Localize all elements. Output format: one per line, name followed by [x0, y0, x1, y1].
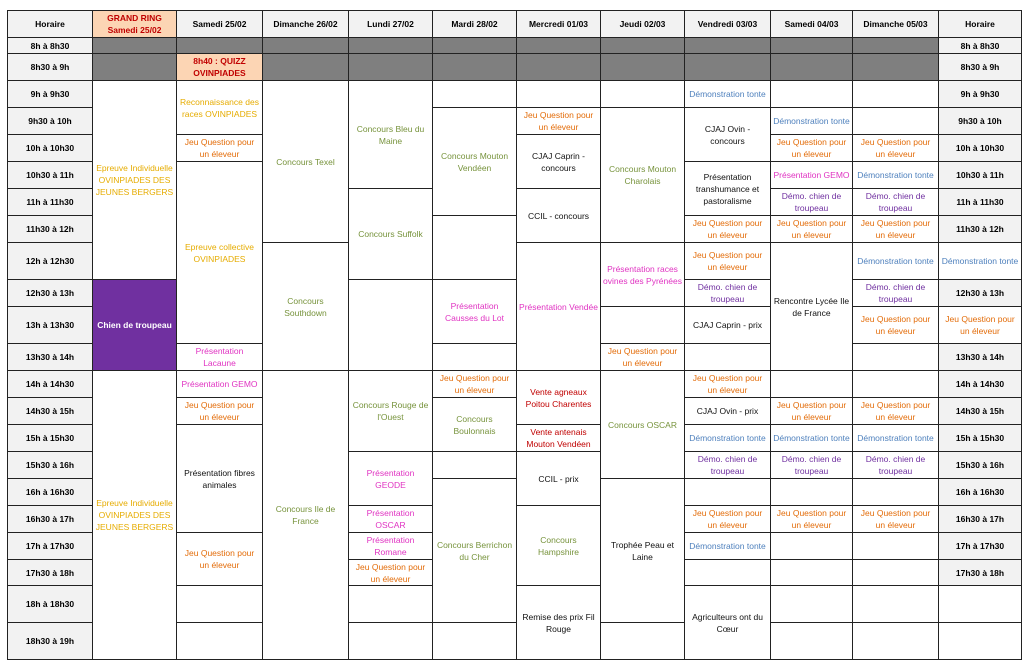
event-cell: Concours OSCAR	[601, 371, 685, 479]
time-label: 15h à 15h30	[8, 425, 93, 452]
time-label: 12h30 à 13h	[8, 280, 93, 307]
event-cell: Jeu Question pour un éleveur	[771, 398, 853, 425]
empty-slot	[685, 344, 771, 371]
event-cell: Epreuve collective OVINPIADES	[177, 162, 263, 344]
header-horaire-right: Horaire	[939, 11, 1022, 38]
closed-slot	[517, 38, 601, 54]
time-label: 12h30 à 13h	[939, 280, 1022, 307]
empty-slot	[685, 560, 771, 586]
header-horaire: Horaire	[8, 11, 93, 38]
time-label: 12h à 12h30	[8, 243, 93, 280]
event-cell: Démo. chien de troupeau	[771, 452, 853, 479]
empty-slot	[685, 479, 771, 506]
empty-slot	[853, 81, 939, 108]
event-cell: Jeu Question pour un éleveur	[853, 307, 939, 344]
closed-slot	[433, 38, 517, 54]
time-label: 11h30 à 12h	[939, 216, 1022, 243]
time-label: 17h30 à 18h	[939, 560, 1022, 586]
header-row	[8, 11, 1022, 38]
event-cell: Epreuve Individuelle OVINPIADES DES JEUNES BERGERS	[93, 371, 177, 660]
event-cell: Démonstration tonte	[853, 243, 939, 280]
closed-slot	[601, 38, 685, 54]
event-cell: Démonstration tonte	[853, 162, 939, 189]
event-cell: Jeu Question pour un éleveur	[685, 216, 771, 243]
time-label: 14h à 14h30	[8, 371, 93, 398]
header-lundi-27: Lundi 27/02	[349, 11, 433, 38]
header-samedi-25: Samedi 25/02	[177, 11, 263, 38]
event-cell: Chien de troupeau	[93, 280, 177, 371]
schedule-table	[7, 10, 1022, 660]
event-cell: Présentation GEODE	[349, 452, 433, 506]
time-label: 10h à 10h30	[939, 135, 1022, 162]
event-cell: Concours Ile de France	[263, 371, 349, 660]
time-label: 15h30 à 16h	[939, 452, 1022, 479]
header-dimanche-05: Dimanche 05/03	[853, 11, 939, 38]
closed-slot	[93, 38, 177, 54]
time-label: 14h à 14h30	[939, 371, 1022, 398]
time-label: 14h30 à 15h	[8, 398, 93, 425]
event-cell: Vente agneaux Poitou Charentes	[517, 371, 601, 425]
event-cell: CJAJ Caprin - concours	[517, 135, 601, 189]
empty-slot	[771, 560, 853, 586]
empty-slot	[349, 280, 433, 371]
header-jeudi-02: Jeudi 02/03	[601, 11, 685, 38]
empty-slot	[853, 533, 939, 560]
event-cell: Concours Suffolk	[349, 189, 433, 280]
time-label: 13h à 13h30	[8, 307, 93, 344]
closed-slot	[685, 54, 771, 81]
empty-slot	[601, 81, 685, 108]
event-cell: Jeu Question pour un éleveur	[349, 560, 433, 586]
empty-slot	[939, 586, 1022, 623]
empty-slot	[177, 586, 263, 623]
closed-slot	[853, 54, 939, 81]
empty-slot	[853, 344, 939, 371]
time-label: 8h30 à 9h	[939, 54, 1022, 81]
empty-slot	[433, 81, 517, 108]
time-label: 8h à 8h30	[8, 38, 93, 54]
time-label: 18h30 à 19h	[8, 623, 93, 660]
event-cell: Jeu Question pour un éleveur	[853, 398, 939, 425]
event-cell: Présentation GEMO	[771, 162, 853, 189]
time-label: 13h30 à 14h	[8, 344, 93, 371]
event-cell: Jeu Question pour un éleveur	[853, 216, 939, 243]
closed-slot	[177, 38, 263, 54]
empty-slot	[939, 623, 1022, 660]
event-cell: Démo. chien de troupeau	[685, 452, 771, 479]
empty-slot	[853, 586, 939, 623]
closed-slot	[517, 54, 601, 81]
event-cell: Reconnaissance des races OVINPIADES	[177, 81, 263, 135]
event-cell: Démonstration tonte	[685, 533, 771, 560]
empty-slot	[853, 479, 939, 506]
time-label: 16h30 à 17h	[939, 506, 1022, 533]
empty-slot	[601, 623, 685, 660]
time-label: 16h30 à 17h	[8, 506, 93, 533]
empty-slot	[853, 560, 939, 586]
event-cell: Jeu Question pour un éleveur	[771, 216, 853, 243]
empty-slot	[771, 371, 853, 398]
time-label: 8h30 à 9h	[8, 54, 93, 81]
time-label: 9h30 à 10h	[939, 108, 1022, 135]
event-cell: Jeu Question pour un éleveur	[853, 506, 939, 533]
empty-slot	[771, 586, 853, 623]
header-dimanche-26: Dimanche 26/02	[263, 11, 349, 38]
empty-slot	[601, 307, 685, 344]
event-cell: CJAJ Ovin - concours	[685, 108, 771, 162]
event-cell: Jeu Question pour un éleveur	[771, 506, 853, 533]
time-label: 10h30 à 11h	[939, 162, 1022, 189]
event-cell: Vente antenais Mouton Vendéen	[517, 425, 601, 452]
event-cell: CCIL - concours	[517, 189, 601, 243]
event-cell: Jeu Question pour un éleveur	[853, 135, 939, 162]
table-row	[8, 81, 1022, 108]
closed-slot	[349, 38, 433, 54]
table-row	[8, 38, 1022, 54]
table-row	[8, 54, 1022, 81]
event-quizz: 8h40 : QUIZZ OVINPIADES	[177, 54, 263, 81]
closed-slot	[93, 54, 177, 81]
empty-slot	[853, 623, 939, 660]
event-cell: Trophée Peau et Laine	[601, 479, 685, 623]
event-cell: Démonstration tonte	[853, 425, 939, 452]
empty-slot	[853, 108, 939, 135]
time-label: 17h à 17h30	[8, 533, 93, 560]
event-cell: Démo. chien de troupeau	[853, 189, 939, 216]
event-cell: Concours Mouton Vendéen	[433, 108, 517, 216]
closed-slot	[349, 54, 433, 81]
event-cell: Présentation OSCAR	[349, 506, 433, 533]
time-label: 10h à 10h30	[8, 135, 93, 162]
time-label: 14h30 à 15h	[939, 398, 1022, 425]
header-mardi-28: Mardi 28/02	[433, 11, 517, 38]
closed-slot	[433, 54, 517, 81]
closed-slot	[853, 38, 939, 54]
table-row	[8, 280, 1022, 307]
header-mercredi-01: Mercredi 01/03	[517, 11, 601, 38]
event-cell: Présentation transhumance et pastoralisme	[685, 162, 771, 216]
table-row	[8, 371, 1022, 398]
event-cell: Démonstration tonte	[685, 81, 771, 108]
event-cell: Jeu Question pour un éleveur	[939, 307, 1022, 344]
event-cell: Démonstration tonte	[685, 425, 771, 452]
event-cell: Concours Mouton Charolais	[601, 108, 685, 243]
time-label: 18h à 18h30	[8, 586, 93, 623]
event-cell: Démo. chien de troupeau	[771, 189, 853, 216]
event-cell: Présentation Romane	[349, 533, 433, 560]
event-cell: Concours Southdown	[263, 243, 349, 371]
event-cell: Présentation races ovines des Pyrénées	[601, 243, 685, 307]
time-label: 17h30 à 18h	[8, 560, 93, 586]
empty-slot	[853, 371, 939, 398]
event-cell: Démo. chien de troupeau	[685, 280, 771, 307]
event-cell: Rencontre Lycée Ile de France	[771, 243, 853, 371]
time-label: 15h à 15h30	[939, 425, 1022, 452]
empty-slot	[177, 623, 263, 660]
event-cell: Présentation GEMO	[177, 371, 263, 398]
empty-slot	[771, 81, 853, 108]
event-cell: Epreuve Individuelle OVINPIADES DES JEUNES BERGERS	[93, 81, 177, 280]
event-cell: Démo. chien de troupeau	[853, 452, 939, 479]
time-label: 11h à 11h30	[939, 189, 1022, 216]
event-cell: Démonstration tonte	[939, 243, 1022, 280]
time-label: 16h à 16h30	[8, 479, 93, 506]
empty-slot	[433, 623, 517, 660]
header-grand-ring: GRAND RING Samedi 25/02	[93, 11, 177, 38]
event-cell: Présentation Causses du Lot	[433, 280, 517, 344]
time-label: 9h30 à 10h	[8, 108, 93, 135]
closed-slot	[771, 38, 853, 54]
event-cell: Démonstration tonte	[771, 425, 853, 452]
time-label: 8h à 8h30	[939, 38, 1022, 54]
closed-slot	[263, 38, 349, 54]
time-label: 11h à 11h30	[8, 189, 93, 216]
event-cell: Jeu Question pour un éleveur	[433, 371, 517, 398]
closed-slot	[685, 38, 771, 54]
closed-slot	[601, 54, 685, 81]
event-cell: Démonstration tonte	[771, 108, 853, 135]
event-cell: Jeu Question pour un éleveur	[177, 533, 263, 586]
header-vendredi-03: Vendredi 03/03	[685, 11, 771, 38]
event-cell: Jeu Question pour un éleveur	[177, 398, 263, 425]
event-cell: Jeu Question pour un éleveur	[685, 243, 771, 280]
event-cell: Concours Boulonnais	[433, 398, 517, 452]
event-cell: Jeu Question pour un éleveur	[685, 371, 771, 398]
event-cell: Remise des prix Fil Rouge	[517, 586, 601, 660]
empty-slot	[517, 81, 601, 108]
event-cell: Agriculteurs ont du Cœur	[685, 586, 771, 660]
closed-slot	[263, 54, 349, 81]
event-cell: Présentation Vendée	[517, 243, 601, 371]
empty-slot	[771, 479, 853, 506]
event-cell: Concours Berrichon du Cher	[433, 479, 517, 623]
event-cell: CJAJ Caprin - prix	[685, 307, 771, 344]
event-cell: Concours Hampshire	[517, 506, 601, 586]
event-cell: Démo. chien de troupeau	[853, 280, 939, 307]
header-samedi-04: Samedi 04/03	[771, 11, 853, 38]
empty-slot	[433, 216, 517, 280]
time-label: 15h30 à 16h	[8, 452, 93, 479]
event-cell: Jeu Question pour un éleveur	[601, 344, 685, 371]
event-cell: Jeu Question pour un éleveur	[177, 135, 263, 162]
empty-slot	[771, 533, 853, 560]
event-cell: Présentation fibres animales	[177, 425, 263, 533]
time-label: 10h30 à 11h	[8, 162, 93, 189]
time-label: 17h à 17h30	[939, 533, 1022, 560]
event-cell: Jeu Question pour un éleveur	[517, 108, 601, 135]
event-cell: Concours Rouge de l'Ouest	[349, 371, 433, 452]
time-label: 9h à 9h30	[939, 81, 1022, 108]
event-cell: Présentation Lacaune	[177, 344, 263, 371]
time-label: 9h à 9h30	[8, 81, 93, 108]
empty-slot	[349, 586, 433, 623]
event-cell: CCIL - prix	[517, 452, 601, 506]
event-cell: Concours Bleu du Maine	[349, 81, 433, 189]
empty-slot	[349, 623, 433, 660]
empty-slot	[433, 344, 517, 371]
empty-slot	[771, 623, 853, 660]
event-cell: Jeu Question pour un éleveur	[771, 135, 853, 162]
time-label: 16h à 16h30	[939, 479, 1022, 506]
time-label: 11h30 à 12h	[8, 216, 93, 243]
empty-slot	[433, 452, 517, 479]
event-cell: Jeu Question pour un éleveur	[685, 506, 771, 533]
time-label: 13h30 à 14h	[939, 344, 1022, 371]
event-cell: CJAJ Ovin - prix	[685, 398, 771, 425]
event-cell: Concours Texel	[263, 81, 349, 243]
closed-slot	[771, 54, 853, 81]
